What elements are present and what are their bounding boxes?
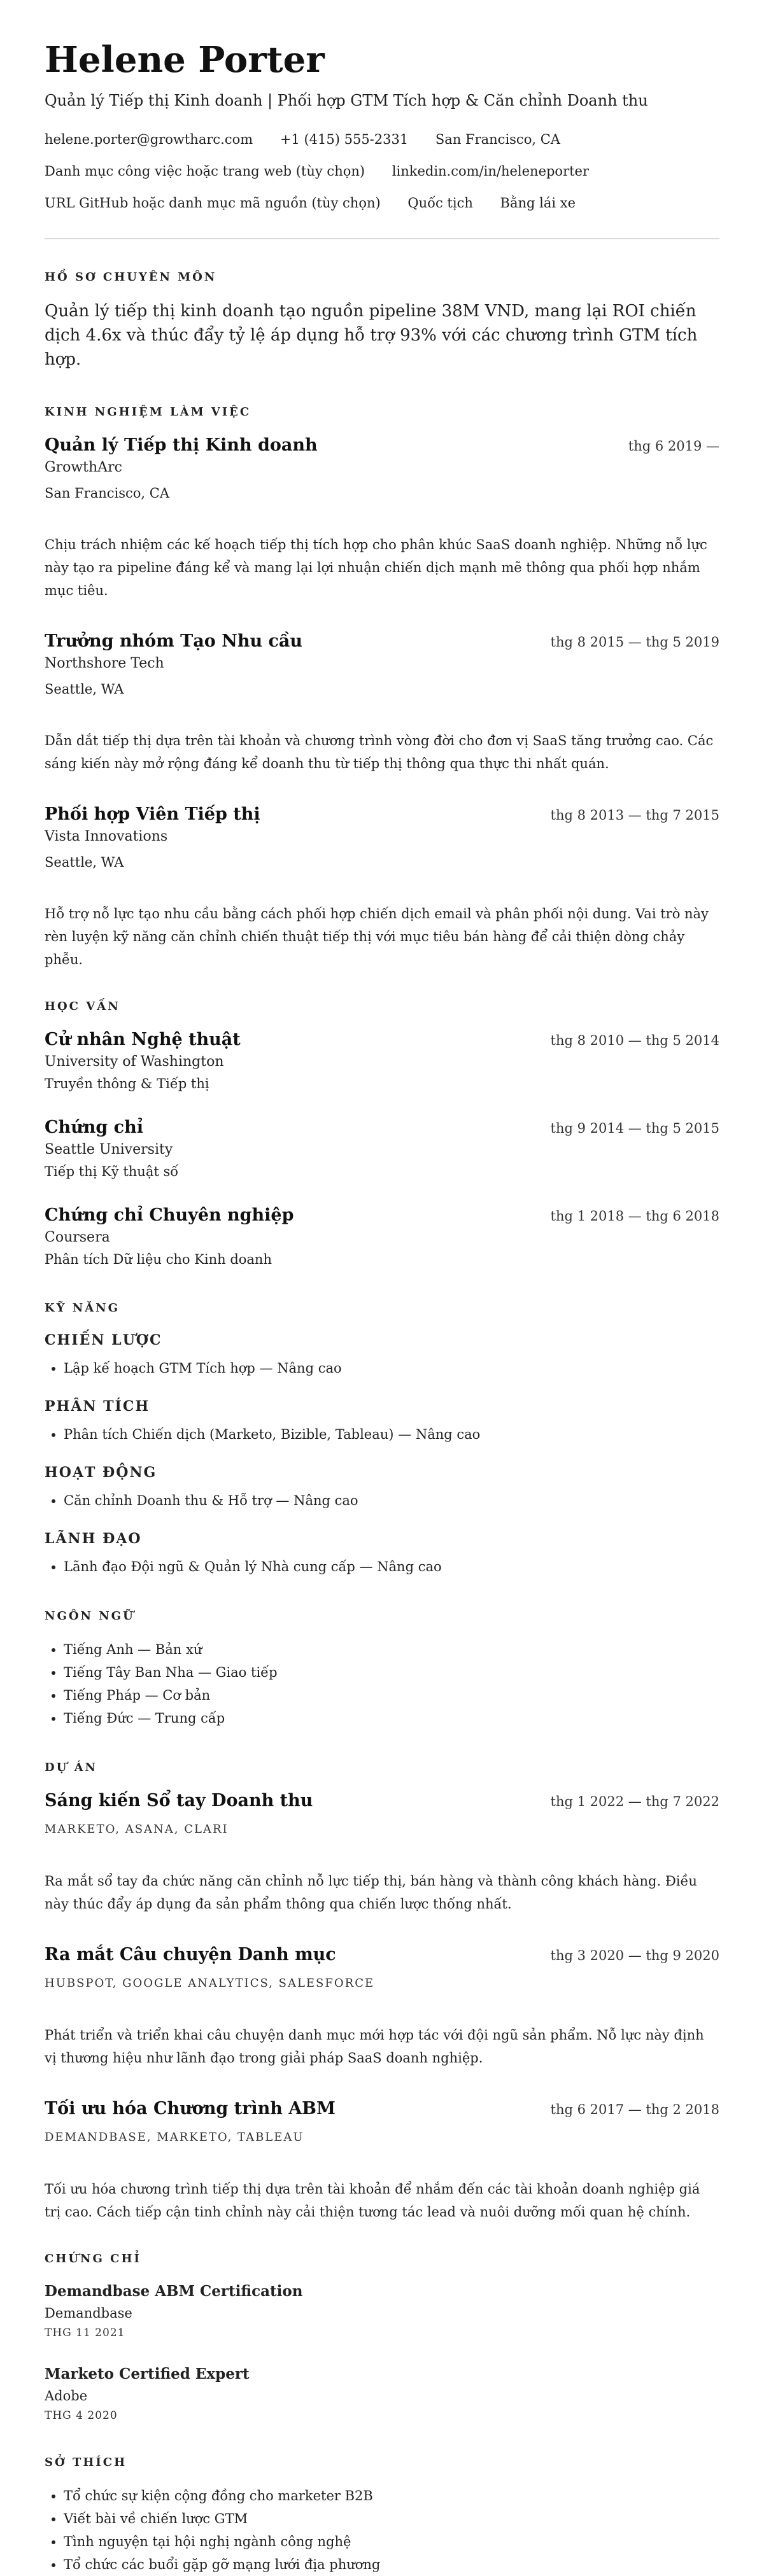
company: Northshore Tech — [45, 655, 164, 671]
project-description: Ra mắt sổ tay đa chức năng căn chỉnh nỗ lực tiếp thị, bán hàng và thành công khách hàng. Điều này thúc đẩy áp dụng đa sản phẩm thông qua chiến lược thống nhất. — [45, 1873, 697, 1912]
certification-name: Demandbase ABM Certification — [45, 2283, 303, 2300]
job-title: Trưởng nhóm Tạo Nhu cầu — [45, 631, 303, 651]
nationality: Quốc tịch — [407, 195, 473, 211]
language-list — [45, 1638, 719, 1730]
section-title: CHỨNG CHỈ — [45, 2252, 141, 2265]
skill-category: HOẠT ĐỘNG — [45, 1464, 157, 1481]
job-date: thg 6 2019 — — [628, 438, 719, 454]
degree: Chứng chỉ — [45, 1117, 143, 1137]
language-item: • Tiếng Đức — Trung cấp — [64, 1707, 719, 1730]
skills-section — [45, 1301, 719, 1578]
skill-category: PHÂN TÍCH — [45, 1398, 150, 1415]
language-item: • Tiếng Pháp — Cơ bản — [64, 1684, 719, 1707]
certifications-section — [45, 2251, 719, 2425]
certification-date: THG 4 2020 — [45, 2409, 118, 2422]
email[interactable]: helene.porter@growtharc.com — [45, 132, 253, 147]
company: Vista Innovations — [45, 829, 168, 844]
school: University of Washington — [45, 1054, 224, 1070]
project-item — [45, 1943, 719, 2069]
summary-text: Quản lý tiếp thị kinh doanh tạo nguồn pipeline 38M VND, mang lại ROI chiến dịch 4.6x và thúc đẩy tỷ lệ áp dụng hỗ trợ 93% với các chương trình GTM tích hợp. — [45, 302, 698, 369]
projects-section — [45, 1760, 719, 2223]
education-date: thg 9 2014 — thg 5 2015 — [550, 1121, 719, 1136]
degree: Chứng chỉ Chuyên nghiệp — [45, 1205, 294, 1225]
project-tools: HUBSPOT, GOOGLE ANALYTICS, SALESFORCE — [45, 1977, 375, 1990]
skill-group — [45, 1330, 719, 1380]
experience-item — [45, 434, 719, 602]
interests-section — [45, 2455, 719, 2576]
project-name: Sáng kiến Sổ tay Doanh thu — [45, 1791, 313, 1810]
header-divider — [45, 238, 719, 239]
project-item — [45, 2097, 719, 2223]
education-item — [45, 1116, 719, 1182]
skill-item: • Căn chỉnh Doanh thu & Hỗ trợ — Nâng cao — [64, 1489, 719, 1512]
project-date: thg 6 2017 — thg 2 2018 — [550, 2102, 719, 2117]
job-description: Chịu trách nhiệm các kế hoạch tiếp thị tích hợp cho phân khúc SaaS doanh nghiệp. Những nỗ lực này tạo ra pipeline đáng kể và mang lại lợi nhuận chiến dịch mạnh mẽ thông qua phối hợp nhắm mục tiêu. — [45, 537, 707, 598]
contact-row — [45, 130, 719, 149]
project-tools: DEMANDBASE, MARKETO, TABLEAU — [45, 2131, 304, 2144]
skill-category: CHIẾN LƯỢC — [45, 1332, 162, 1348]
certification-name: Marketo Certified Expert — [45, 2365, 250, 2383]
headline: Quản lý Tiếp thị Kinh doanh | Phối hợp GTM Tích hợp & Căn chỉnh Doanh thu — [45, 92, 648, 109]
candidate-name: Helene Porter — [45, 39, 325, 81]
job-date: thg 8 2013 — thg 7 2015 — [550, 808, 719, 823]
interest-list — [45, 2484, 719, 2576]
school: Coursera — [45, 1229, 110, 1245]
location: San Francisco, CA — [435, 132, 560, 147]
resume-header — [45, 37, 719, 213]
links-row — [45, 162, 719, 181]
job-date: thg 8 2015 — thg 5 2019 — [550, 634, 719, 650]
project-date: thg 1 2022 — thg 7 2022 — [550, 1794, 719, 1809]
job-title: Phối hợp Viên Tiếp thị — [45, 804, 260, 824]
section-title: DỰ ÁN — [45, 1761, 97, 1774]
skill-group — [45, 1462, 719, 1512]
section-title: SỞ THÍCH — [45, 2456, 127, 2469]
summary-section — [45, 270, 719, 372]
experience-section — [45, 405, 719, 971]
project-tools: MARKETO, ASANA, CLARI — [45, 1823, 229, 1836]
skill-item: • Lãnh đạo Đội ngũ & Quản lý Nhà cung cấp — Nâng cao — [64, 1555, 719, 1578]
education-date: thg 1 2018 — thg 6 2018 — [550, 1208, 719, 1224]
github-link[interactable]: URL GitHub hoặc danh mục mã nguồn (tùy chọn) — [45, 195, 381, 211]
field-of-study: Tiếp thị Kỹ thuật số — [45, 1164, 179, 1179]
company: GrowthArc — [45, 459, 122, 475]
language-item: • Tiếng Anh — Bản xứ — [64, 1638, 719, 1661]
certification-item — [45, 2363, 719, 2425]
project-name: Ra mắt Câu chuyện Danh mục — [45, 1945, 336, 1964]
job-description: Dẫn dắt tiếp thị dựa trên tài khoản và chương trình vòng đời cho đơn vị SaaS tăng trưởng cao. Các sáng kiến này mở rộng đáng kể doanh thu từ tiếp thị thông qua thực thi nhất quán. — [45, 733, 714, 771]
skill-group — [45, 1396, 719, 1446]
project-date: thg 3 2020 — thg 9 2020 — [550, 1948, 719, 1963]
field-of-study: Truyền thông & Tiếp thị — [45, 1076, 209, 1091]
section-title: KỸ NĂNG — [45, 1301, 120, 1315]
school: Seattle University — [45, 1142, 173, 1158]
project-name: Tối ưu hóa Chương trình ABM — [45, 2099, 336, 2118]
interest-item: • Tổ chức các buổi gặp gỡ mạng lưới địa phương — [64, 2553, 719, 2576]
field-of-study: Phân tích Dữ liệu cho Kinh doanh — [45, 1252, 272, 1267]
interest-item: • Viết bài về chiến lược GTM — [64, 2507, 719, 2530]
interest-item: • Tình nguyện tại hội nghị ngành công nghệ — [64, 2530, 719, 2553]
skill-group — [45, 1529, 719, 1578]
languages-section — [45, 1609, 719, 1730]
project-description: Tối ưu hóa chương trình tiếp thị dựa trên tài khoản để nhắm đến các tài khoản doanh nghiệp giá trị cao. Cách tiếp cận tinh chỉnh này cải thiện tương tác lead và nuôi dưỡng mối quan hệ chính. — [45, 2181, 700, 2220]
driving-license: Bằng lái xe — [500, 195, 576, 211]
job-location: San Francisco, CA — [45, 486, 170, 501]
extra-row — [45, 193, 719, 213]
job-title: Quản lý Tiếp thị Kinh doanh — [45, 435, 318, 455]
skill-item: • Lập kế hoạch GTM Tích hợp — Nâng cao — [64, 1357, 719, 1380]
education-item — [45, 1204, 719, 1270]
phone: +1 (415) 555-2331 — [279, 132, 409, 147]
degree: Cử nhân Nghệ thuật — [45, 1030, 241, 1049]
certification-item — [45, 2281, 719, 2342]
certification-issuer: Adobe — [45, 2388, 88, 2404]
section-title: KINH NGHIỆM LÀM VIỆC — [45, 405, 251, 419]
project-item — [45, 1789, 719, 1915]
certification-date: THG 11 2021 — [45, 2327, 125, 2339]
job-location: Seattle, WA — [45, 855, 124, 870]
project-description: Phát triển và triển khai câu chuyện danh mục mới hợp tác với đội ngũ sản phẩm. Nỗ lực này định vị thương hiệu như lãnh đạo trong giải pháp SaaS doanh nghiệp. — [45, 2027, 704, 2066]
education-item — [45, 1028, 719, 1095]
job-location: Seattle, WA — [45, 682, 124, 697]
experience-item — [45, 630, 719, 775]
skill-item: • Phân tích Chiến dịch (Marketo, Bizible, Tableau) — Nâng cao — [64, 1423, 719, 1446]
section-title: HỌC VẤN — [45, 1000, 120, 1013]
skill-category: LÃNH ĐẠO — [45, 1530, 142, 1547]
language-item: • Tiếng Tây Ban Nha — Giao tiếp — [64, 1661, 719, 1684]
linkedin-link[interactable]: linkedin.com/in/heleneporter — [392, 164, 590, 179]
job-description: Hỗ trợ nỗ lực tạo nhu cầu bằng cách phối hợp chiến dịch email và phân phối nội dung. Vai trò này rèn luyện kỹ năng căn chỉnh chiến thuật tiếp thị với mục tiêu bán hàng để cải thiện dòng chảy phễu. — [45, 906, 709, 967]
education-date: thg 8 2010 — thg 5 2014 — [550, 1033, 719, 1048]
certification-issuer: Demandbase — [45, 2306, 132, 2321]
portfolio-link[interactable]: Danh mục công việc hoặc trang web (tùy chọn) — [45, 164, 365, 179]
section-title: HỒ SƠ CHUYÊN MÔN — [45, 270, 217, 284]
education-section — [45, 999, 719, 1270]
section-title: NGÔN NGỮ — [45, 1609, 135, 1623]
experience-item — [45, 803, 719, 971]
interest-item: • Tổ chức sự kiện cộng đồng cho marketer B2B — [64, 2484, 719, 2507]
